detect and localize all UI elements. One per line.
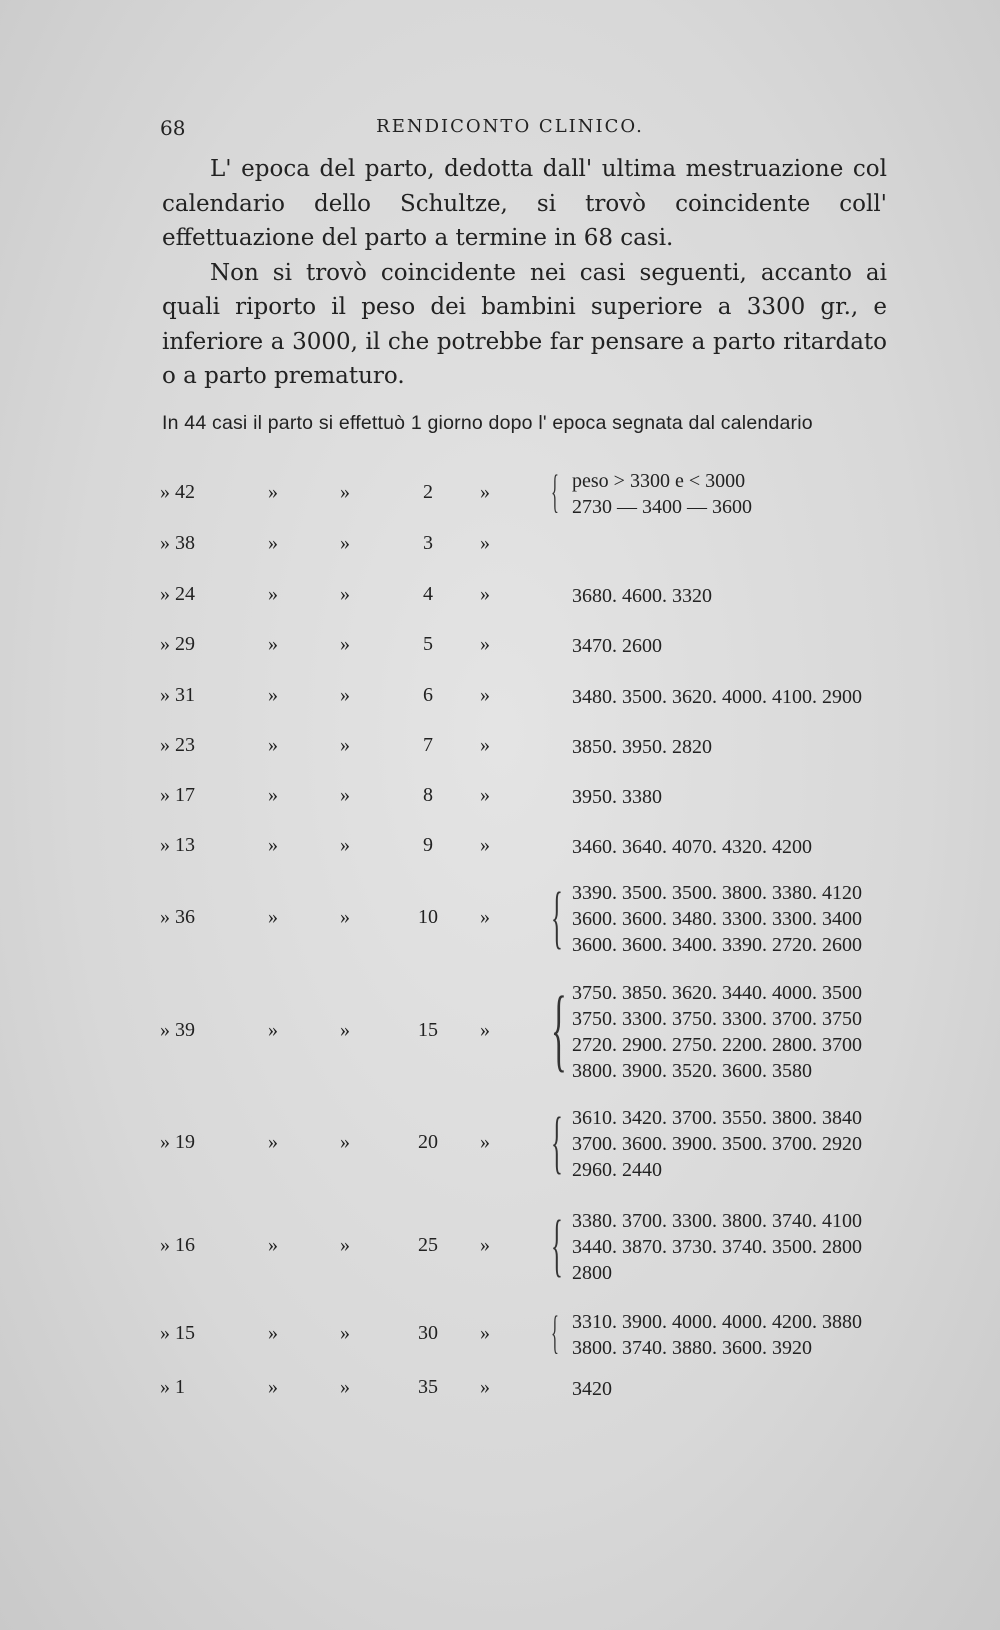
case-count: » 23	[160, 734, 195, 756]
weight-line: 3950. 3380	[572, 786, 662, 808]
ditto-mark: »	[268, 906, 278, 928]
ditto-mark: »	[480, 1322, 490, 1344]
ditto-mark: »	[268, 684, 278, 706]
weight-line: peso > 3300 e < 3000	[572, 470, 746, 492]
weight-line: 2960. 2440	[572, 1159, 662, 1181]
ditto-mark: »	[340, 834, 350, 856]
days-after: 5	[423, 633, 433, 655]
weight-line: 3480. 3500. 3620. 4000. 4100. 2900	[572, 686, 862, 708]
birth-weights	[572, 980, 862, 1084]
ditto-mark: »	[340, 784, 350, 806]
weight-line: 3390. 3500. 3500. 3800. 3380. 4120	[572, 882, 862, 904]
ditto-mark: »	[340, 906, 350, 928]
weight-line: 2730 — 3400 — 3600	[572, 496, 752, 518]
paragraph: L' epoca del parto, dedotta dall' ultima mestruazione col calendario dello Schultze, si trovò coincidente coll' effettuazione del parto a termine in 68 casi.	[162, 156, 887, 251]
ditto-mark: »	[480, 1234, 490, 1256]
ditto-mark: »	[268, 1376, 278, 1398]
weight-line: 2720. 2900. 2750. 2200. 2800. 3700	[572, 1034, 862, 1056]
days-after: 15	[418, 1019, 438, 1041]
case-count: » 39	[160, 1019, 195, 1041]
brace-glyph: {	[551, 878, 563, 956]
ditto-mark: »	[340, 734, 350, 756]
brace-glyph: {	[551, 1206, 563, 1284]
weight-line: 3460. 3640. 4070. 4320. 4200	[572, 836, 812, 858]
birth-weights	[572, 468, 752, 520]
ditto-mark: »	[340, 633, 350, 655]
weight-line: 3380. 3700. 3300. 3800. 3740. 4100	[572, 1210, 862, 1232]
weight-line: 3750. 3300. 3750. 3300. 3700. 3750	[572, 1008, 862, 1030]
case-count: » 17	[160, 784, 195, 806]
case-count: » 31	[160, 684, 195, 706]
birth-weights	[572, 734, 712, 760]
case-count: » 16	[160, 1234, 195, 1256]
ditto-mark: »	[268, 734, 278, 756]
ditto-mark: »	[268, 583, 278, 605]
ditto-mark: »	[268, 784, 278, 806]
ditto-mark: »	[268, 633, 278, 655]
weight-line: 3700. 3600. 3900. 3500. 3700. 2920	[572, 1133, 862, 1155]
paragraph: Non si trovò coincidente nei casi seguenti, accanto ai quali riporto il peso dei bambini superiore a 3300 gr., e inferiore a 3000, il che potrebbe far pensare a parto ritardato o a parto prematuro.	[162, 259, 887, 389]
days-after: 30	[418, 1322, 438, 1344]
ditto-mark: »	[480, 1376, 490, 1398]
case-count: » 15	[160, 1322, 195, 1344]
days-after: 10	[418, 906, 438, 928]
case-count: » 1	[160, 1376, 185, 1398]
weight-line: 3850. 3950. 2820	[572, 736, 712, 758]
page-number: 68	[160, 116, 186, 140]
ditto-mark: »	[340, 1322, 350, 1344]
ditto-mark: »	[268, 1234, 278, 1256]
ditto-mark: »	[480, 834, 490, 856]
days-after: 25	[418, 1234, 438, 1256]
ditto-mark: »	[340, 1234, 350, 1256]
birth-weights	[572, 633, 662, 659]
ditto-mark: »	[340, 1019, 350, 1041]
ditto-mark: »	[340, 583, 350, 605]
brace-glyph: {	[551, 466, 559, 518]
days-after: 9	[423, 834, 433, 856]
days-after: 2	[423, 481, 433, 503]
weight-line: 3440. 3870. 3730. 3740. 3500. 2800	[572, 1236, 862, 1258]
ditto-mark: »	[340, 481, 350, 503]
days-after: 35	[418, 1376, 438, 1398]
page-header	[160, 116, 860, 146]
ditto-mark: »	[268, 834, 278, 856]
ditto-mark: »	[480, 906, 490, 928]
weight-line: 3310. 3900. 4000. 4000. 4200. 3880	[572, 1311, 862, 1333]
weight-line: 3800. 3740. 3880. 3600. 3920	[572, 1337, 812, 1359]
brace-glyph: {	[551, 978, 567, 1081]
weight-line: 3610. 3420. 3700. 3550. 3800. 3840	[572, 1107, 862, 1129]
ditto-mark: »	[340, 1131, 350, 1153]
ditto-mark: »	[340, 684, 350, 706]
days-after: 6	[423, 684, 433, 706]
days-after: 20	[418, 1131, 438, 1153]
birth-weights	[572, 684, 862, 710]
ditto-mark: »	[480, 532, 490, 554]
weight-line: 3680. 4600. 3320	[572, 585, 712, 607]
case-count: » 19	[160, 1131, 195, 1153]
brace-glyph: {	[551, 1103, 563, 1181]
running-head: RENDICONTO CLINICO.	[376, 116, 644, 137]
body-text	[162, 152, 887, 394]
ditto-mark: »	[480, 784, 490, 806]
ditto-mark: »	[340, 532, 350, 554]
days-after: 7	[423, 734, 433, 756]
brace-glyph: {	[551, 1307, 559, 1359]
table-intro-line: In 44 casi il parto si effettuò 1 giorno dopo l' epoca segnata dal calendario	[162, 412, 813, 434]
weight-line: 3800. 3900. 3520. 3600. 3580	[572, 1060, 812, 1082]
ditto-mark: »	[480, 734, 490, 756]
ditto-mark: »	[268, 481, 278, 503]
ditto-mark: »	[268, 1322, 278, 1344]
ditto-mark: »	[480, 684, 490, 706]
weight-line: 3750. 3850. 3620. 3440. 4000. 3500	[572, 982, 862, 1004]
birth-weights	[572, 1105, 862, 1183]
weight-line: 3600. 3600. 3400. 3390. 2720. 2600	[572, 934, 862, 956]
days-after: 4	[423, 583, 433, 605]
ditto-mark: »	[480, 1019, 490, 1041]
birth-weights	[572, 880, 862, 958]
ditto-mark: »	[480, 633, 490, 655]
birth-weights	[572, 1376, 612, 1402]
ditto-mark: »	[268, 532, 278, 554]
birth-weights	[572, 834, 812, 860]
days-after: 8	[423, 784, 433, 806]
weight-line: 3470. 2600	[572, 635, 662, 657]
weight-line: 2800	[572, 1262, 612, 1284]
birth-weights	[572, 784, 662, 810]
ditto-mark: »	[340, 1376, 350, 1398]
birth-weights	[572, 1309, 862, 1361]
ditto-mark: »	[480, 481, 490, 503]
case-count: » 29	[160, 633, 195, 655]
case-count: » 13	[160, 834, 195, 856]
ditto-mark: »	[480, 1131, 490, 1153]
weight-line: 3600. 3600. 3480. 3300. 3300. 3400	[572, 908, 862, 930]
ditto-mark: »	[268, 1131, 278, 1153]
ditto-mark: »	[268, 1019, 278, 1041]
birth-weights	[572, 583, 712, 609]
case-count: » 42	[160, 481, 195, 503]
case-count: » 38	[160, 532, 195, 554]
case-count: » 36	[160, 906, 195, 928]
ditto-mark: »	[480, 583, 490, 605]
days-after: 3	[423, 532, 433, 554]
birth-weights	[572, 1208, 862, 1286]
weight-line: 3420	[572, 1378, 612, 1400]
case-count: » 24	[160, 583, 195, 605]
